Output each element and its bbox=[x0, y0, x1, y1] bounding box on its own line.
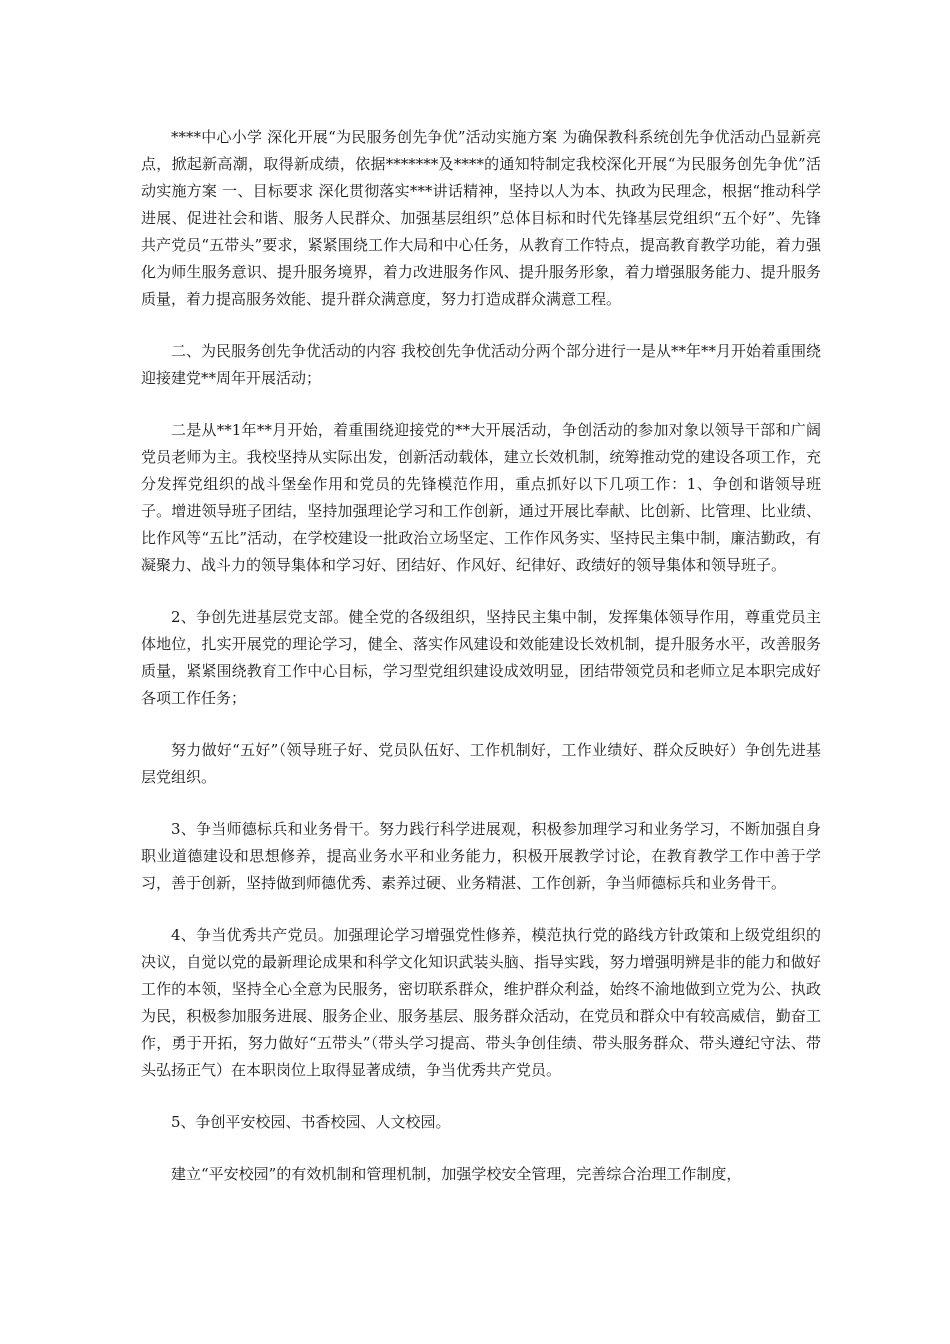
paragraph-safe-campus: 建立“平安校园”的有效机制和管理机制，加强学校安全管理，完善综合治理工作制度， bbox=[171, 1165, 742, 1183]
paragraph-item-5: 5、争创平安校园、书香校园、人文校园。 bbox=[171, 1113, 451, 1131]
paragraph-item-3: 3、争当师德标兵和业务骨干。努力践行科学进展观，积极参加理学习和业务学习，不断加强自身职业道德建设和思想修养，提高业务水平和业务能力，积极开展教学讨论，在教育教学工作中善于学习，善于创新，坚持做到师德优秀、素养过硬、业务精湛、工作创新，争当师德标兵和业务骨干。 bbox=[141, 820, 821, 892]
paragraph-activity-content: 二、为民服务创先争优活动的内容 我校创先争优活动分两个部分进行一是从**年**月开始着重围绕迎接建党**周年开展活动； bbox=[141, 342, 821, 387]
paragraph-second-phase: 二是从**1年**月开始，着重围绕迎接党的**大开展活动，争创活动的参加对象以领导干部和广阔党员老师为主。我校坚持从实际出发，创新活动载体，建立长效机制，统筹推动党的建设各项工作，充分发挥党组织的战斗堡垒作用和党员的先锋模范作用，重点抓好以下几项工作：1、争创和谐领导班子。增进领导班子团结，坚持加强理论学习和工作创新，通过开展比奉献、比创新、比管理、比业绩、比作风等“五比”活动，在学校建设一批政治立场坚定、工作作风务实、坚持民主集中制，廉洁勤政，有凝聚力、战斗力的领导集体和学习好、团结好、作风好、纪律好、政绩好的领导集体和领导班子。 bbox=[141, 421, 821, 574]
paragraph-five-goods: 努力做好“五好”（领导班子好、党员队伍好、工作机制好，工作业绩好、群众反映好）争创先进基层党组织。 bbox=[141, 741, 821, 786]
document-body bbox=[141, 124, 821, 1213]
paragraph-item-4: 4、争当优秀共产党员。加强理论学习增强党性修养，模范执行党的路线方针政策和上级党组织的决议，自觉以党的最新理论成果和科学文化知识武装头脑、指导实践，努力增强明辨是非的能力和做好工作的本领，坚持全心全意为民服务，密切联系群众，维护群众利益，始终不渝地做到立党为公、执政为民，积极参加服务进展、服务企业、服务基层、服务群众活动，在党员和群众中有较高威信，勤奋工作，勇于开拓，努力做好“五带头”（带头学习提高、带头争创佳绩、带头服务群众、带头遵纪守法、带头弘扬正气）在本职岗位上取得显著成绩，争当优秀共产党员。 bbox=[141, 926, 821, 1079]
paragraph-intro: ****中心小学 深化开展“为民服务创先争优”活动实施方案 为确保教科系统创先争优活动凸显新亮点，掀起新高潮，取得新成绩，依据*******及****的通知特制定我校深化开展“为民服务创先争优”活动实施方案 一、目标要求 深化贯彻落实***讲话精神，坚持以人为本、执政为民理念，根据“推动科学进展、促进社会和谐、服务人民群众、加强基层组织”总体目标和时代先锋基层党组织“五个好”、先锋共产党员“五带头”要求，紧紧围绕工作大局和中心任务，从教育工作特点，提高教育教学功能，着力强化为师生服务意识、提升服务境界，着力改进服务作风、提升服务形象，着力增强服务能力、提升服务质量，着力提高服务效能、提升群众满意度，努力打造成群众满意工程。 bbox=[141, 128, 821, 308]
paragraph-item-2: 2、争创先进基层党支部。健全党的各级组织，坚持民主集中制，发挥集体领导作用，尊重党员主体地位，扎实开展党的理论学习，健全、落实作风建设和效能建设长效机制，提升服务水平，改善服务质量，紧紧围绕教育工作中心目标，学习型党组织建设成效明显，团结带领党员和老师立足本职完成好各项工作任务； bbox=[141, 608, 821, 707]
